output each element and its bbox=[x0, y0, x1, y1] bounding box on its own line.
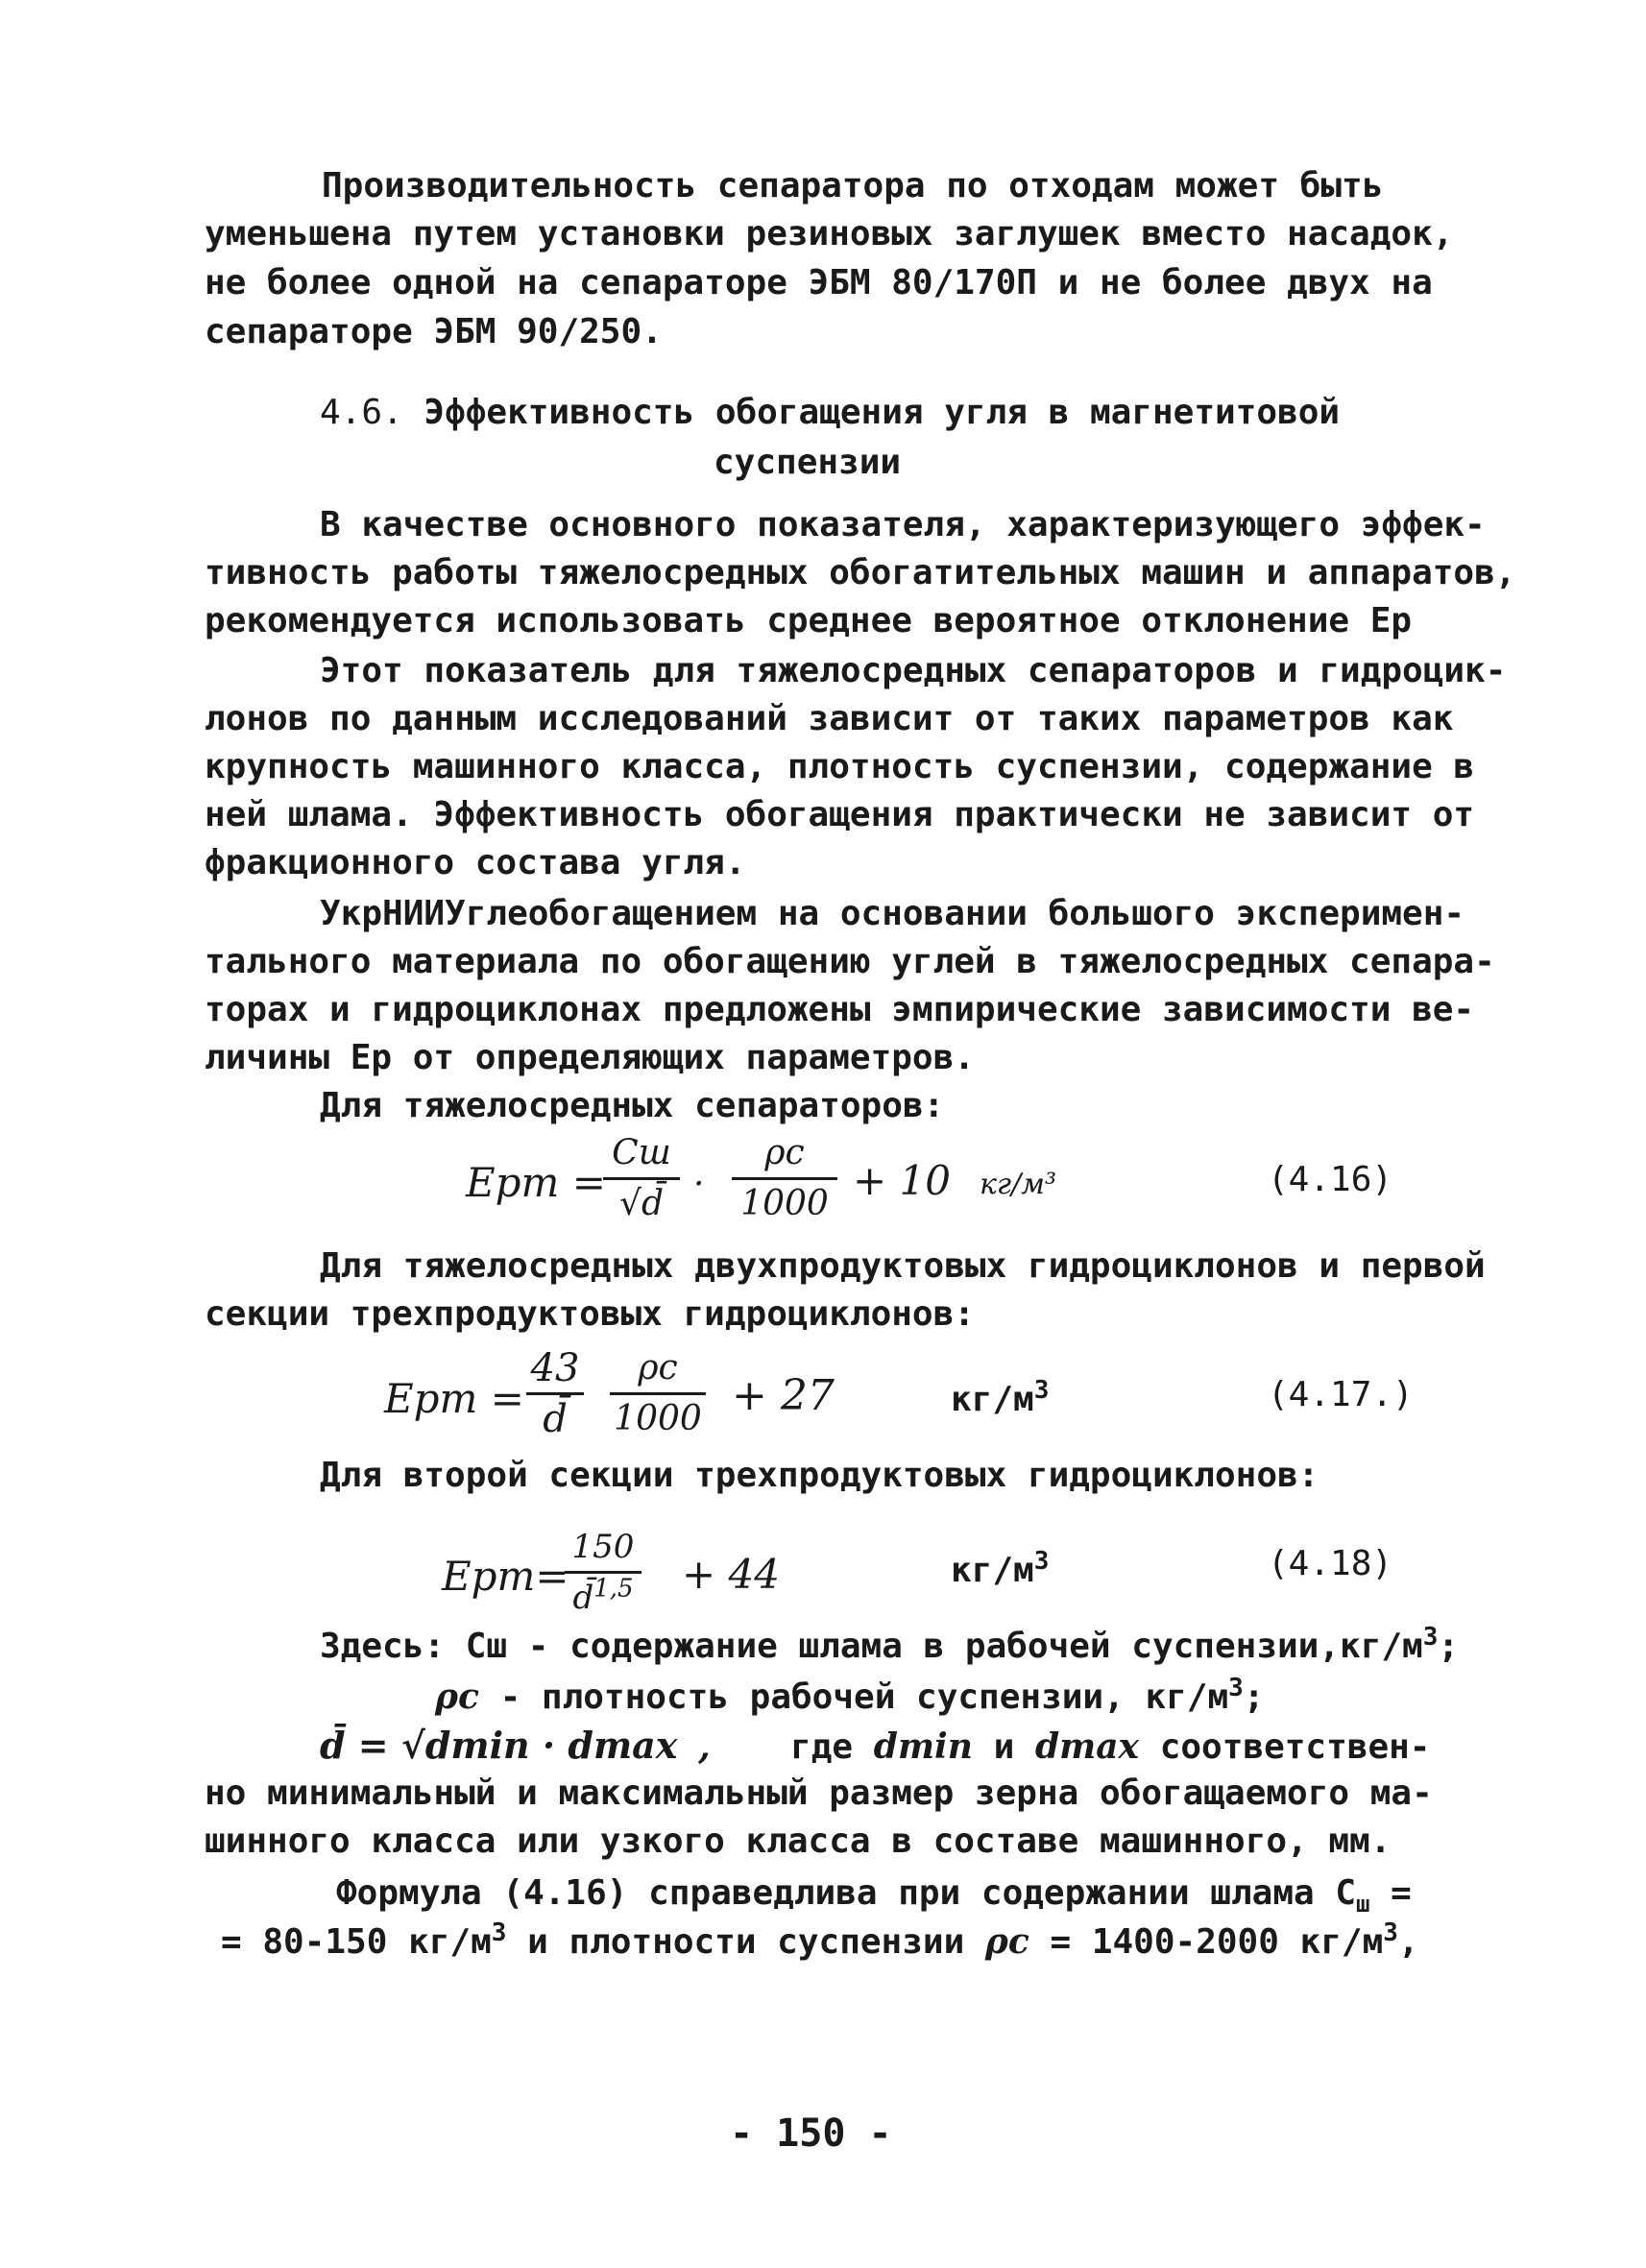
legend-rho-symbol: ρс bbox=[435, 1677, 479, 1717]
eq18-number: (4.18) bbox=[1268, 1544, 1393, 1583]
legend-line-5: шинного класса или узкого класса в составе машинного, мм. bbox=[205, 1822, 1392, 1861]
eq17-lhs: Ерm = bbox=[384, 1375, 524, 1422]
eq18-bar bbox=[565, 1571, 641, 1574]
eq16-f1-numerator: Сш bbox=[612, 1133, 671, 1172]
eq16-tail: + 10 bbox=[853, 1157, 951, 1204]
paragraph-1-line-4: сепараторе ЭБМ 90/250. bbox=[205, 312, 663, 351]
legend-line-4: но минимальный и максимальный размер зерна обогащаемого ма- bbox=[205, 1773, 1433, 1813]
paragraph-4-line-4: личины Ер от определяющих параметров. bbox=[205, 1038, 975, 1077]
closing-line-2: = 80-150 $кг/м^3$ и плотности суспензии ρс = 1400-2000 $кг/м^3$, bbox=[221, 1918, 1419, 1962]
eq17-f2-bar bbox=[610, 1392, 706, 1395]
eq18-fraction bbox=[565, 1525, 641, 1620]
closing-line-1: Формула (4.16) справедлива при содержании шлама $С_ш$ = bbox=[336, 1873, 1412, 1918]
eq17-f1-bar bbox=[526, 1392, 584, 1395]
eq17-tail: + 27 bbox=[732, 1371, 835, 1420]
eq17-f1-denominator: d̄ bbox=[543, 1397, 568, 1441]
paragraph-2-line-2: тивность работы тяжелосредных обогатительных машин и аппаратов, bbox=[205, 553, 1516, 592]
intro-second-section: Для второй секции трехпродуктовых гидроциклонов: bbox=[320, 1456, 1319, 1495]
paragraph-3-line-1: Этот показатель для тяжелосредных сепараторов и гидроцик- bbox=[320, 651, 1507, 690]
eq18-tail: + 44 bbox=[682, 1551, 780, 1598]
intro-hydro-line-2: секции трехпродуктовых гидроциклонов: bbox=[205, 1294, 975, 1334]
eq18-unit: $кг/м^3$ bbox=[951, 1547, 1050, 1590]
eq17-number: (4.17.) bbox=[1268, 1375, 1414, 1414]
eq16-fraction-1 bbox=[603, 1131, 680, 1226]
paragraph-2-line-3: рекомендуется использовать среднее вероятное отклонение Ер bbox=[205, 601, 1413, 640]
section-heading bbox=[320, 392, 1340, 434]
eq16-lhs: Ерm = bbox=[466, 1159, 606, 1206]
eq16-dot: · bbox=[693, 1165, 705, 1204]
legend-d-formula: d̄ = √dmin · dmax bbox=[320, 1724, 678, 1767]
paragraph-4-line-3: торах и гидроциклонах предложены эмпирические зависимости ве- bbox=[205, 990, 1475, 1029]
eq17-f1-numerator: 43 bbox=[530, 1346, 580, 1390]
eq16-f1-denominator: √d̄ bbox=[619, 1184, 664, 1223]
paragraph-3-line-5: фракционного состава угля. bbox=[205, 843, 746, 882]
eq16-f2-numerator: ρс bbox=[764, 1133, 805, 1172]
paragraph-3-line-4: ней шлама. Эффективность обогащения практически не зависит от bbox=[205, 795, 1475, 834]
eq17-fraction-2 bbox=[610, 1346, 706, 1441]
eq17-f2-numerator: ρс bbox=[638, 1348, 678, 1387]
eq17-f2-denominator: 1000 bbox=[614, 1399, 702, 1438]
intro-hydro-line-1: Для тяжелосредных двухпродуктовых гидроциклонов и первой bbox=[320, 1246, 1486, 1286]
section-title-line-2: суспензии bbox=[714, 443, 902, 482]
paragraph-1-line-1: Производительность сепаратора по отходам может быть bbox=[322, 166, 1384, 205]
eq18-numerator: 150 bbox=[571, 1528, 635, 1566]
paragraph-1-line-3: не более одной на сепараторе ЭБМ 80/170П и не более двух на bbox=[205, 263, 1433, 302]
eq16-f2-denominator: 1000 bbox=[740, 1184, 829, 1223]
eq16-f2-bar bbox=[732, 1177, 837, 1180]
eq17-fraction-1 bbox=[526, 1346, 584, 1441]
paragraph-4-line-1: УкрНИИУглеобогащением на основании большого эксперимен- bbox=[320, 894, 1465, 933]
paragraph-3-line-2: лонов по данным исследований зависит от таких параметров как bbox=[205, 699, 1454, 738]
eq18-denominator: d̄$^{1,5}$ bbox=[572, 1574, 634, 1617]
paragraph-1-line-2: уменьшена путем установки резиновых заглушек вместо насадок, bbox=[205, 214, 1454, 253]
paragraph-4-line-2: тального материала по обогащению углей в тяжелосредных сепара- bbox=[205, 942, 1495, 981]
eq16-number: (4.16) bbox=[1268, 1160, 1393, 1199]
paragraph-3-line-3: крупность машинного класса, плотность суспензии, содержание в bbox=[205, 747, 1475, 786]
eq16-f1-bar bbox=[603, 1177, 680, 1180]
paragraph-2-line-1: В качестве основного показателя, характеризующего эффек- bbox=[320, 505, 1486, 544]
eq16-unit: кг/м³ bbox=[980, 1168, 1057, 1201]
intro-separators: Для тяжелосредных сепараторов: bbox=[320, 1086, 945, 1125]
legend-line-3: d̄ = √dmin · dmax , где dmin и dmax соответствен- bbox=[320, 1724, 1431, 1767]
page-number: - 150 - bbox=[730, 2111, 892, 2156]
eq18-lhs: Ерm= bbox=[442, 1553, 569, 1600]
eq17-unit: $кг/м^3$ bbox=[951, 1376, 1050, 1419]
eq16-fraction-2 bbox=[732, 1131, 837, 1226]
legend-line-1: Здесь: Сш - содержание шлама в рабочей $суспензии,кг/м^3$; bbox=[320, 1623, 1460, 1666]
section-number: 4.6. bbox=[320, 393, 403, 432]
legend-line-2: ρс - плотность рабочей суспензии, $кг/м^3$; bbox=[435, 1674, 1265, 1717]
section-title-line-1: Эффективность обогащения угля в магнетитовой bbox=[424, 393, 1341, 432]
